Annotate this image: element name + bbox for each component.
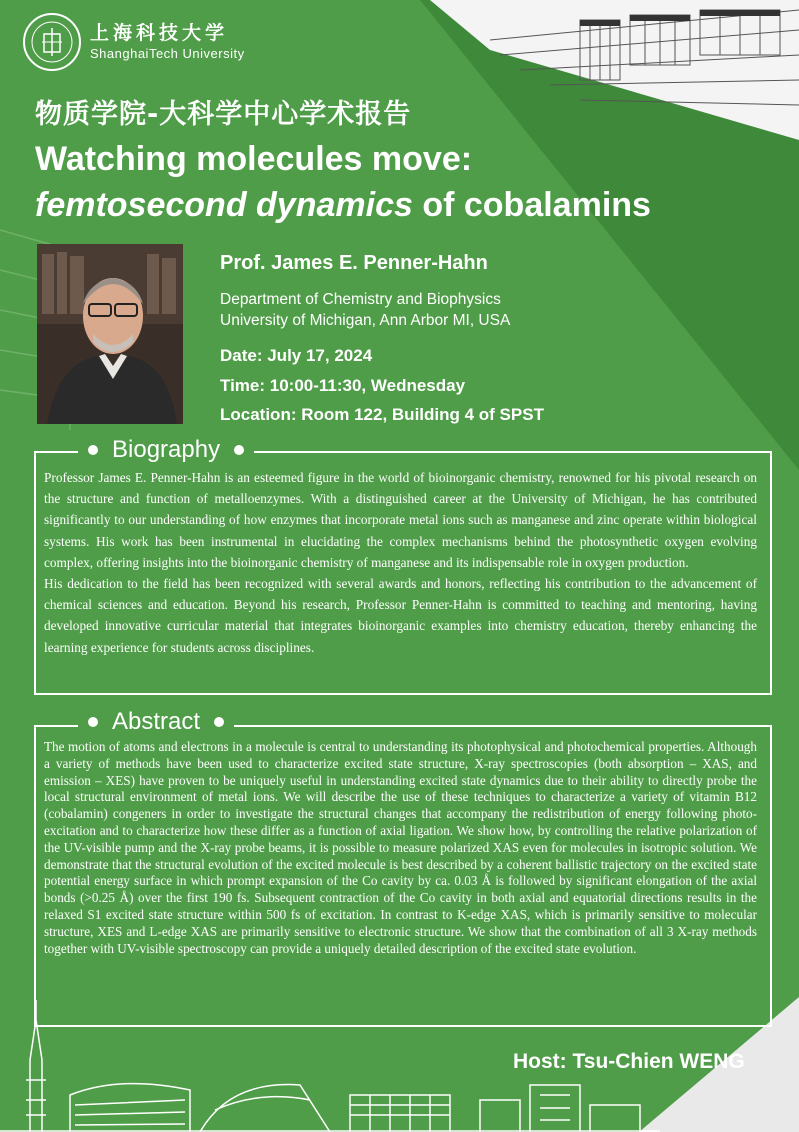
speaker-affiliation	[220, 289, 510, 331]
host-name: Host: Tsu-Chien WENG	[513, 1050, 745, 1073]
talk-title-italic: femtosecond dynamics	[35, 186, 413, 224]
building-sketch-illustration	[430, 0, 799, 160]
abstract-heading-text: Abstract	[112, 708, 201, 735]
biography-paragraph: Professor James E. Penner-Hahn is an esteemed figure in the world of bioinorganic chemistry, renowned for his pivotal research on the structure and function of metalloenzymes. With a distinguished career at the University of Michigan, he has contributed significantly to our understanding of how enzymes that incorporate metal ions such as manganese and zinc operate within biological systems. His work has been instrumental in elucidating the complex mechanisms behind the photosynthetic oxygen evolving complex, offering insights into the bioinorganic chemistry of manganese and its indispensable role in oxygen production.	[44, 470, 757, 570]
affiliation-line1: Department of Chemistry and Biophysics	[220, 291, 501, 308]
speaker-name: Prof. James E. Penner-Hahn	[220, 252, 488, 274]
bullet-dot	[214, 717, 224, 727]
abstract-heading	[78, 708, 234, 736]
event-series-title: 物质学院-大科学中心学术报告	[35, 99, 412, 130]
event-location: Location: Room 122, Building 4 of SPST	[220, 405, 544, 424]
talk-title-line2	[35, 186, 651, 225]
bullet-dot	[234, 445, 244, 455]
university-name-cn: 上海科技大学	[90, 22, 229, 44]
affiliation-line2: University of Michigan, Ann Arbor MI, USA	[220, 312, 511, 329]
abstract-text: The motion of atoms and electrons in a molecule is central to understanding its photophysical and photochemical properties. Although a variety of methods have been used to characterize excited state structure, X-ray spectroscopies (both absorption – XAS, and emission – XES) have proven to be uniquely useful in understanding excited state dynamics due to their ability to directly probe the local structural environment of metal ions. We will describe the use of these techniques to characterize a variety of vitamin B12 (cobalamin) congeners in order to investigate the structural changes that accompany the redistribution of energy following photo-excitation and to characterize how these differ as a function of axial ligation. We show how, by controlling the relative polarization of the UV-visible pump and the X-ray probe beams, it is possible to measure polarized XAS even for molecules in isotropic solution. We demonstrate that the structural evolution of the excited molecule is best described by a coherent ballistic trajectory on the excited state potential energy surface in which prompt expansion of the Co cavity by ca. 0.03 Å is followed by significant elongation of the axial bonds (>0.25 Å) over the first 190 fs. Subsequent contraction of the Co cavity in both axial and equatorial directions results in the relaxed S1 excited state structure within 500 fs of excitation. In contrast to K-edge XAS, which is primarily sensitive to molecular structure, XES and L-edge XAS are primarily sensitive to electronic structure. We show that the combination of all 3 X-ray methods together with UV-visible spectroscopy can provide a uniquely detailed description of the excited state evolution.	[44, 739, 757, 956]
speaker-photo	[37, 244, 183, 424]
shanghaitech-logo	[22, 12, 82, 72]
talk-title-rest: of cobalamins	[412, 186, 651, 224]
bullet-dot	[88, 445, 98, 455]
biography-heading-text: Biography	[112, 436, 221, 463]
biography-heading	[78, 436, 254, 464]
talk-title-line1: Watching molecules move:	[35, 140, 473, 178]
biography-paragraph: His dedication to the field has been recognized with several awards and honors, reflecting his contribution to the advancement of chemical sciences and education. Beyond his research, Professor Penner-Hahn is committed to teaching and mentoring, having developed innovative curricular material that integrates bioinorganic examples into chemistry education, thereby enhancing the learning experience for students across disciplines.	[44, 576, 757, 655]
event-time: Time: 10:00-11:30, Wednesday	[220, 376, 466, 395]
biography-text	[44, 467, 757, 658]
bullet-dot	[88, 717, 98, 727]
event-date: Date: July 17, 2024	[220, 346, 373, 365]
university-name-en: ShanghaiTech University	[90, 46, 245, 61]
